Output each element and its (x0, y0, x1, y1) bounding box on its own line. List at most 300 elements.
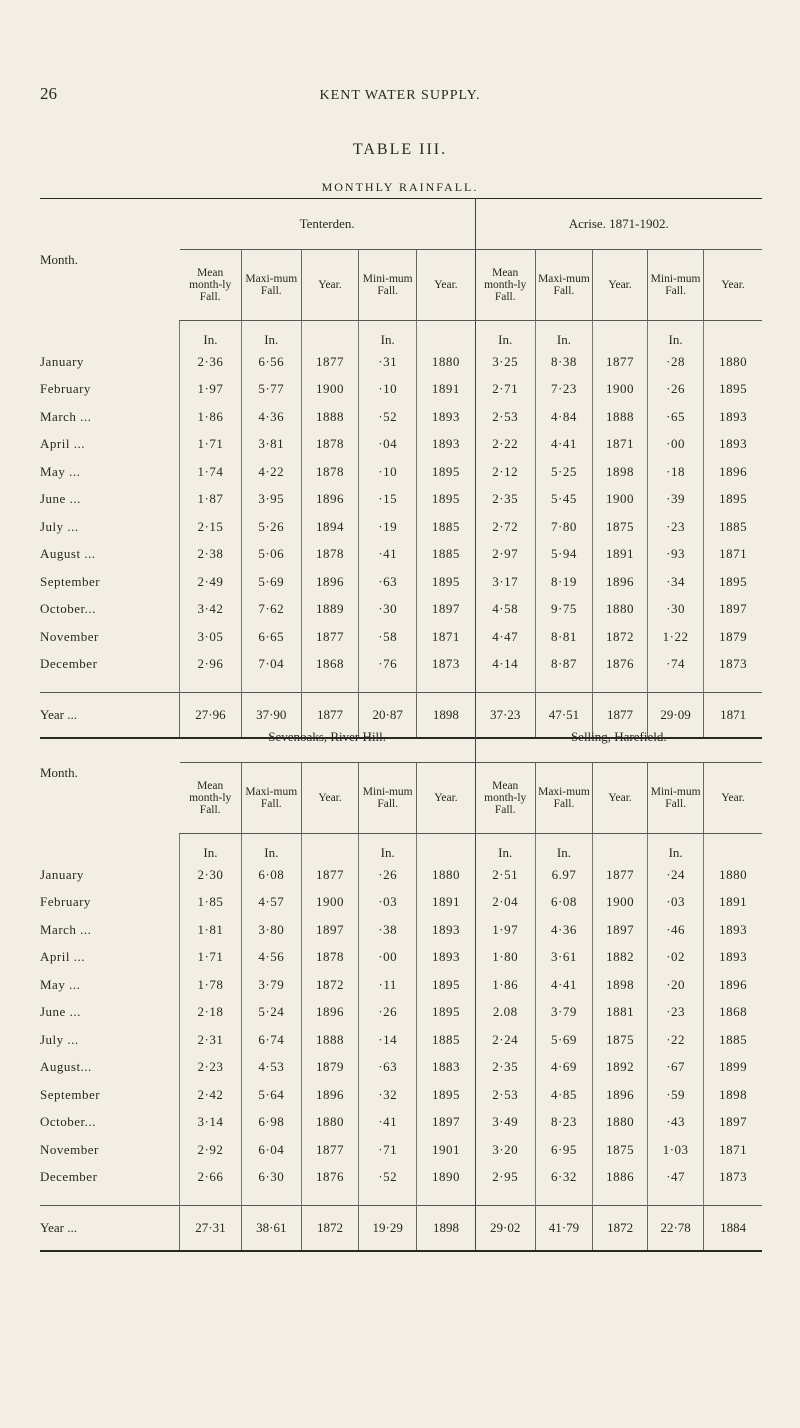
table-row (40, 861, 762, 889)
rainfall-value: ·24 (648, 861, 704, 889)
rainfall-value: 2·12 (475, 458, 535, 486)
rainfall-value: 1880 (417, 348, 475, 376)
rainfall-value: ·71 (359, 1136, 417, 1164)
units-spacer (40, 834, 180, 862)
column-header: Mean month-ly Fall. (475, 763, 535, 834)
rainfall-value: ·30 (359, 596, 417, 624)
column-header: Mini-mum Fall. (359, 763, 417, 834)
column-header: Maxi-mum Fall. (241, 250, 301, 321)
rainfall-value: 1879 (301, 1054, 358, 1082)
spacer-cell (180, 678, 241, 693)
rainfall-value: 8·81 (535, 623, 592, 651)
table-row (40, 431, 762, 459)
rainfall-value: 2·22 (475, 431, 535, 459)
column-header: Year. (301, 763, 358, 834)
rainfall-value: 1·78 (180, 971, 241, 999)
rainfall-value: ·00 (648, 431, 704, 459)
month-name: May ... (40, 463, 81, 479)
rainfall-value: 1882 (593, 944, 648, 972)
rainfall-value: ·26 (359, 861, 417, 889)
rainfall-value: 1898 (704, 1081, 762, 1109)
rainfall-table-sevenoaks-selling (40, 712, 762, 1252)
rainfall-value: 4·22 (241, 458, 301, 486)
rainfall-value: 1896 (704, 971, 762, 999)
rainfall-value: 1893 (704, 403, 762, 431)
rainfall-value: 1895 (417, 971, 475, 999)
rainfall-value: ·00 (359, 944, 417, 972)
year-total-value: 1877 (301, 693, 358, 739)
rainfall-value: 1895 (704, 486, 762, 514)
rainfall-value: ·26 (648, 376, 704, 404)
year-total-value: 1884 (704, 1206, 762, 1252)
table-row (40, 348, 762, 376)
rainfall-value: 1895 (704, 376, 762, 404)
rainfall-value: 8·38 (535, 348, 592, 376)
station-name: Acrise. 1871-1902. (475, 199, 762, 250)
unit-label (704, 834, 762, 862)
rainfall-value: 4·14 (475, 651, 535, 679)
rainfall-value: 1871 (704, 541, 762, 569)
rainfall-value: ·28 (648, 348, 704, 376)
rainfall-value: 4·58 (475, 596, 535, 624)
rainfall-value: 3·61 (535, 944, 592, 972)
rainfall-value: 5·64 (241, 1081, 301, 1109)
rainfall-value: 4·41 (535, 431, 592, 459)
year-label: Year ... (40, 1206, 180, 1252)
rainfall-value: 4·56 (241, 944, 301, 972)
spacer-cell (475, 678, 535, 693)
rainfall-value: 9·75 (535, 596, 592, 624)
column-header: Year. (593, 763, 648, 834)
unit-label (301, 321, 358, 349)
rainfall-value: 1893 (417, 944, 475, 972)
month-name: August... (40, 1059, 92, 1075)
rainfall-value: 2·24 (475, 1026, 535, 1054)
rainfall-value: 4·57 (241, 889, 301, 917)
rainfall-value: 1878 (301, 458, 358, 486)
rainfall-value: ·26 (359, 999, 417, 1027)
rainfall-value: 1893 (417, 403, 475, 431)
table-subtitle: MONTHLY RAINFALL. (321, 180, 479, 194)
column-header: Year. (417, 763, 475, 834)
rainfall-value: 1895 (417, 1081, 475, 1109)
rainfall-value: 1896 (301, 568, 358, 596)
rainfall-value: 8·19 (535, 568, 592, 596)
rainfall-value: 2·49 (180, 568, 241, 596)
rainfall-value: 2·95 (475, 1164, 535, 1192)
rainfall-value: 7·80 (535, 513, 592, 541)
rainfall-value: 1·97 (475, 916, 535, 944)
rainfall-value: 8·23 (535, 1109, 592, 1137)
rainfall-value: ·43 (648, 1109, 704, 1137)
rainfall-value: 1895 (417, 999, 475, 1027)
rainfall-value: 1896 (301, 1081, 358, 1109)
spacer-cell (301, 1191, 358, 1206)
spacer-cell (475, 1191, 535, 1206)
unit-label (301, 834, 358, 862)
spacer-cell (359, 1191, 417, 1206)
rainfall-value: 6·95 (535, 1136, 592, 1164)
rainfall-value: 1877 (593, 348, 648, 376)
rainfall-value: 3·20 (475, 1136, 535, 1164)
month-name: January (40, 866, 84, 882)
month-name: January (40, 353, 84, 369)
spacer-cell (359, 678, 417, 693)
rainfall-value: 1898 (593, 458, 648, 486)
rainfall-value: 4·85 (535, 1081, 592, 1109)
rainfall-value: 7·04 (241, 651, 301, 679)
rainfall-value: 1877 (301, 1136, 358, 1164)
year-total-value: 1877 (593, 693, 648, 739)
rainfall-value: 5·77 (241, 376, 301, 404)
rainfall-value: 4·36 (535, 916, 592, 944)
rainfall-value: 1871 (593, 431, 648, 459)
rainfall-value: 1900 (593, 889, 648, 917)
rainfall-value: 1897 (301, 916, 358, 944)
year-total-row (40, 1206, 762, 1252)
rainfall-value: ·10 (359, 376, 417, 404)
rainfall-value: 5·25 (535, 458, 592, 486)
rainfall-value: 1897 (593, 916, 648, 944)
rainfall-value: ·03 (648, 889, 704, 917)
rainfall-value: 1892 (593, 1054, 648, 1082)
unit-label: In. (648, 834, 704, 862)
month-name: May ... (40, 976, 81, 992)
rainfall-value: 1896 (593, 568, 648, 596)
year-total-value: 19·29 (359, 1206, 417, 1252)
rainfall-value: 1880 (704, 861, 762, 889)
month-name: December (40, 656, 98, 672)
rainfall-value: 1885 (417, 513, 475, 541)
year-total-value: 37·23 (475, 693, 535, 739)
station-header-row (40, 199, 762, 250)
rainfall-value: 1893 (704, 944, 762, 972)
unit-label: In. (241, 321, 301, 349)
rainfall-value: 1891 (417, 376, 475, 404)
table-row (40, 486, 762, 514)
column-header: Year. (593, 250, 648, 321)
rainfall-value: 1896 (593, 1081, 648, 1109)
rainfall-value: ·41 (359, 541, 417, 569)
unit-label: In. (648, 321, 704, 349)
rainfall-value: 1873 (704, 651, 762, 679)
rainfall-value: ·46 (648, 916, 704, 944)
rainfall-value: 1·71 (180, 944, 241, 972)
rainfall-value: ·19 (359, 513, 417, 541)
rainfall-value: 4·53 (241, 1054, 301, 1082)
rainfall-value: 1873 (704, 1164, 762, 1192)
rainfall-value: 2·30 (180, 861, 241, 889)
rainfall-value: 1885 (704, 1026, 762, 1054)
table-row (40, 1054, 762, 1082)
unit-label (704, 321, 762, 349)
year-total-value: 20·87 (359, 693, 417, 739)
table-row (40, 1081, 762, 1109)
rainfall-value: 6·65 (241, 623, 301, 651)
rainfall-value: 5·24 (241, 999, 301, 1027)
spacer-cell (417, 1191, 475, 1206)
rainfall-value: 2·42 (180, 1081, 241, 1109)
rainfall-value: ·93 (648, 541, 704, 569)
table-row (40, 568, 762, 596)
rainfall-value: 8·87 (535, 651, 592, 679)
rainfall-value: 1875 (593, 1136, 648, 1164)
rainfall-value: 1897 (417, 596, 475, 624)
rainfall-value: 1897 (704, 596, 762, 624)
month-name: July ... (40, 1031, 79, 1047)
year-total-value: 27·96 (180, 693, 241, 739)
year-total-value: 1898 (417, 693, 475, 739)
unit-label (417, 834, 475, 862)
rainfall-value: 1885 (417, 541, 475, 569)
table-row (40, 1164, 762, 1192)
rainfall-value: ·14 (359, 1026, 417, 1054)
rainfall-value: 1900 (593, 376, 648, 404)
table-row (40, 541, 762, 569)
rainfall-value: 1·22 (648, 623, 704, 651)
rainfall-value: 2·23 (180, 1054, 241, 1082)
rainfall-value: 2·51 (475, 861, 535, 889)
rainfall-value: 1894 (301, 513, 358, 541)
rainfall-value: 1898 (593, 971, 648, 999)
rainfall-value: 2·15 (180, 513, 241, 541)
rainfall-value: 1888 (301, 403, 358, 431)
table-row (40, 1109, 762, 1137)
rainfall-value: ·11 (359, 971, 417, 999)
rainfall-value: 1868 (301, 651, 358, 679)
rainfall-value: ·15 (359, 486, 417, 514)
column-header: Mini-mum Fall. (648, 250, 704, 321)
rainfall-value: 6·08 (535, 889, 592, 917)
running-head: KENT WATER SUPPLY. (319, 88, 481, 103)
column-header: Year. (704, 763, 762, 834)
rainfall-value: 6.97 (535, 861, 592, 889)
rainfall-value: 2·35 (475, 1054, 535, 1082)
month-name: April ... (40, 436, 85, 452)
unit-label: In. (359, 834, 417, 862)
rainfall-value: 1878 (301, 431, 358, 459)
rainfall-value: ·34 (648, 568, 704, 596)
rainfall-value: 2·04 (475, 889, 535, 917)
rainfall-value: 5·69 (241, 568, 301, 596)
table-row (40, 916, 762, 944)
rainfall-value: 1·97 (180, 376, 241, 404)
rainfall-value: 2·92 (180, 1136, 241, 1164)
rainfall-value: 6·08 (241, 861, 301, 889)
rainfall-value: 1877 (301, 861, 358, 889)
spacer-cell (417, 678, 475, 693)
rainfall-value: 1897 (417, 1109, 475, 1137)
rainfall-value: 1880 (417, 861, 475, 889)
rainfall-value: 1·85 (180, 889, 241, 917)
table-row (40, 651, 762, 679)
rainfall-value: 1900 (593, 486, 648, 514)
month-name: March ... (40, 921, 92, 937)
rainfall-value: 1880 (593, 1109, 648, 1137)
rainfall-value: 1891 (704, 889, 762, 917)
rainfall-value: 4·41 (535, 971, 592, 999)
station-header-row (40, 712, 762, 763)
rainfall-value: 1·74 (180, 458, 241, 486)
rainfall-value: 3·05 (180, 623, 241, 651)
rainfall-value: 2·36 (180, 348, 241, 376)
rainfall-value: 1878 (301, 541, 358, 569)
rainfall-value: 1885 (704, 513, 762, 541)
rainfall-value: 1880 (704, 348, 762, 376)
rainfall-value: 1896 (301, 486, 358, 514)
rainfall-value: 1877 (593, 861, 648, 889)
unit-label: In. (180, 321, 241, 349)
spacer-cell (704, 678, 762, 693)
rainfall-value: 1·71 (180, 431, 241, 459)
table-row (40, 376, 762, 404)
rainfall-value: 1875 (593, 513, 648, 541)
table-row (40, 971, 762, 999)
column-header: Mini-mum Fall. (648, 763, 704, 834)
table-row (40, 944, 762, 972)
rainfall-value: 1872 (593, 623, 648, 651)
rainfall-value: 2·35 (475, 486, 535, 514)
rainfall-value: ·04 (359, 431, 417, 459)
month-name: November (40, 628, 99, 644)
month-name: September (40, 1086, 101, 1102)
rainfall-value: 1896 (301, 999, 358, 1027)
table-row (40, 1026, 762, 1054)
year-total-value: 1872 (593, 1206, 648, 1252)
rainfall-value: 1873 (417, 651, 475, 679)
rainfall-value: 1871 (704, 1136, 762, 1164)
column-header: Mini-mum Fall. (359, 250, 417, 321)
spacer-cell (241, 678, 301, 693)
rainfall-value: 1896 (704, 458, 762, 486)
rainfall-value: ·32 (359, 1081, 417, 1109)
rainfall-value: 1880 (301, 1109, 358, 1137)
rainfall-value: 2·31 (180, 1026, 241, 1054)
spacer-cell (180, 1191, 241, 1206)
rainfall-value: 1·03 (648, 1136, 704, 1164)
table-row (40, 1136, 762, 1164)
rainfall-value: 1888 (593, 403, 648, 431)
rainfall-value: 1877 (301, 623, 358, 651)
rainfall-value: ·41 (359, 1109, 417, 1137)
month-name: October... (40, 601, 96, 617)
rainfall-value: 1891 (593, 541, 648, 569)
rainfall-value: 3·14 (180, 1109, 241, 1137)
month-name: April ... (40, 949, 85, 965)
rainfall-value: 1872 (301, 971, 358, 999)
rainfall-value: 1900 (301, 889, 358, 917)
rainfall-value: ·52 (359, 1164, 417, 1192)
unit-label (593, 834, 648, 862)
rainfall-value: 1886 (593, 1164, 648, 1192)
rainfall-value: 2.08 (475, 999, 535, 1027)
rainfall-value: 1883 (417, 1054, 475, 1082)
rainfall-value: ·22 (648, 1026, 704, 1054)
rainfall-value: 7·23 (535, 376, 592, 404)
rainfall-value: 1876 (301, 1164, 358, 1192)
unit-label: In. (535, 321, 592, 349)
table-title: TABLE III. (352, 141, 448, 158)
rainfall-value: 1901 (417, 1136, 475, 1164)
rainfall-value: ·23 (648, 513, 704, 541)
rainfall-value: 5·06 (241, 541, 301, 569)
year-total-value: 37·90 (241, 693, 301, 739)
month-name: July ... (40, 518, 79, 534)
year-total-value: 38·61 (241, 1206, 301, 1252)
column-header: Mean month-ly Fall. (180, 763, 241, 834)
rainfall-value: 6·98 (241, 1109, 301, 1137)
rainfall-value: 1893 (704, 916, 762, 944)
table-row (40, 596, 762, 624)
month-name: February (40, 894, 91, 910)
rainfall-value: 1878 (301, 944, 358, 972)
station-name: Tenterden. (299, 216, 355, 231)
year-total-value: 29·02 (475, 1206, 535, 1252)
table-row (40, 458, 762, 486)
spacer-cell (535, 678, 592, 693)
units-spacer (40, 321, 180, 349)
station-name: Selling, Harefield. (475, 712, 762, 763)
table-row (40, 403, 762, 431)
rainfall-value: 1880 (593, 596, 648, 624)
spacer-cell (535, 1191, 592, 1206)
units-row (40, 321, 762, 349)
unit-label: In. (241, 834, 301, 862)
rainfall-value: 2·53 (475, 403, 535, 431)
year-total-value: 1871 (704, 693, 762, 739)
rainfall-value: ·31 (359, 348, 417, 376)
rainfall-value: ·63 (359, 1054, 417, 1082)
rainfall-value: 5·45 (535, 486, 592, 514)
rainfall-value: 1891 (417, 889, 475, 917)
rainfall-value: 1·86 (475, 971, 535, 999)
year-label: Year ... (40, 693, 180, 739)
spacer-cell (648, 678, 704, 693)
spacer-row (40, 678, 762, 693)
station-name: Sevenoaks, River Hill. (268, 729, 386, 744)
unit-label: In. (475, 834, 535, 862)
rainfall-value: ·39 (648, 486, 704, 514)
rainfall-value: 1876 (593, 651, 648, 679)
rainfall-value: ·38 (359, 916, 417, 944)
month-name: June ... (40, 1004, 81, 1020)
column-header: Mean month-ly Fall. (475, 250, 535, 321)
rainfall-value: 6·32 (535, 1164, 592, 1192)
rainfall-value: ·02 (648, 944, 704, 972)
spacer-cell (40, 1191, 180, 1206)
rainfall-value: ·30 (648, 596, 704, 624)
rainfall-value: 1897 (704, 1109, 762, 1137)
table-row (40, 623, 762, 651)
rainfall-value: 6·30 (241, 1164, 301, 1192)
month-name: December (40, 1169, 98, 1185)
month-name: November (40, 1141, 99, 1157)
rainfall-value: 6·74 (241, 1026, 301, 1054)
rainfall-value: 1·86 (180, 403, 241, 431)
rainfall-value: 2·71 (475, 376, 535, 404)
rainfall-value: 1·80 (475, 944, 535, 972)
table-row (40, 889, 762, 917)
column-header: Mean month-ly Fall. (180, 250, 241, 321)
rainfall-value: 5·26 (241, 513, 301, 541)
rainfall-value: 2·66 (180, 1164, 241, 1192)
rainfall-value: 6·04 (241, 1136, 301, 1164)
rainfall-value: ·58 (359, 623, 417, 651)
rainfall-value: 5·69 (535, 1026, 592, 1054)
rainfall-value: 3·25 (475, 348, 535, 376)
spacer-cell (593, 1191, 648, 1206)
rainfall-value: 3·49 (475, 1109, 535, 1137)
